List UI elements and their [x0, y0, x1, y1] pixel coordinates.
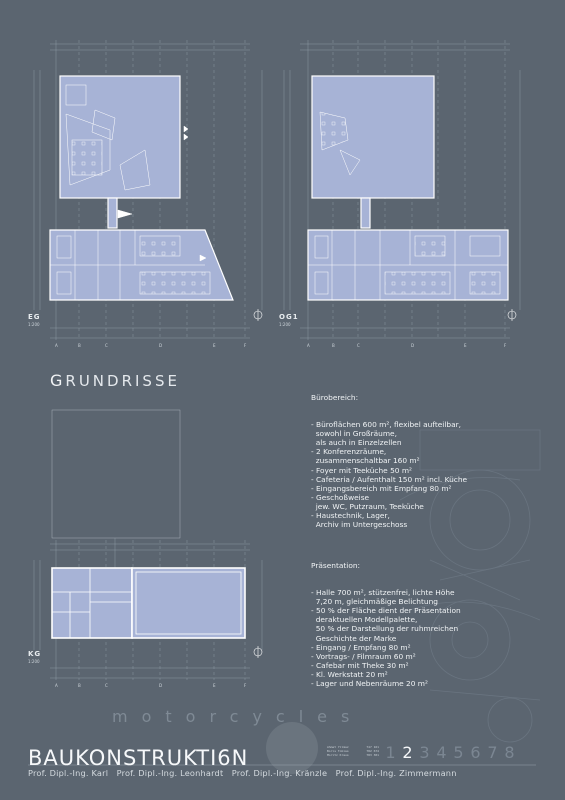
praesentation-item: - Vortrags- / Filmraum 60 m² [311, 651, 416, 661]
sheet-number: 5 [453, 743, 464, 762]
section-title [50, 371, 180, 390]
eg-plan-label: EG [28, 313, 41, 321]
svg-text:C: C [105, 343, 108, 348]
svg-text:F: F [244, 343, 247, 348]
praesentation-info-block [311, 561, 551, 688]
student-name: Boris Tobias [327, 749, 349, 753]
buero-item: sowohl in Großräume, [311, 429, 397, 439]
praesentation-item: - 50 % der Fläche dient der Präsentation [311, 606, 461, 616]
buero-info-block [311, 393, 551, 529]
eg-plan-scale: 1:200 [28, 322, 40, 327]
svg-text:D: D [411, 343, 415, 348]
sheet-number: 3 [419, 743, 430, 762]
praesentation-item: - Lager und Nebenräume 20 m² [311, 679, 428, 689]
svg-text:A: A [55, 683, 58, 688]
svg-text:E: E [464, 343, 467, 348]
buero-item-list [311, 420, 551, 529]
sheet-number: 2 [399, 741, 416, 764]
kg-plan-label: KG [28, 650, 42, 658]
praesentation-item: 7,20 m, gleichmäßige Belichtung [311, 597, 438, 607]
buero-item: Archiv im Untergeschoss [311, 520, 408, 530]
buero-item: - Foyer mit Teeküche 50 m² [311, 465, 412, 475]
svg-text:C: C [357, 343, 360, 348]
praesentation-heading: Präsentation: [311, 561, 361, 570]
buero-item: - Eingangsbereich mit Empfang 80 m² [311, 483, 452, 493]
svg-text:E: E [213, 343, 216, 348]
eg-plan-building [50, 76, 233, 300]
buero-heading: Bürobereich: [311, 393, 359, 402]
praesentation-item: deraktuellen Modellpalette, [311, 615, 418, 625]
svg-text:F: F [244, 683, 247, 688]
buero-item: als auch in Einzelzellen [311, 438, 402, 448]
praesentation-item: - Halle 700 m², stützenfrei, lichte Höhe [311, 588, 455, 598]
svg-text:A: A [55, 343, 58, 348]
praesentation-item: - Cafebar mit Theke 30 m² [311, 660, 409, 670]
praesentation-item: 50 % der Darstellung der ruhmreichen [311, 624, 459, 634]
og1-plan-building [308, 76, 508, 300]
buero-item: - Geschoßweise [311, 492, 370, 502]
sheet-number: 4 [436, 743, 447, 762]
buero-item: jew. WC, Putzraum, Teeküche [311, 501, 424, 511]
student-row [327, 753, 379, 757]
svg-text:E: E [213, 683, 216, 688]
svg-text:F: F [504, 343, 507, 348]
svg-text:B: B [78, 683, 81, 688]
svg-text:D: D [159, 683, 163, 688]
buero-item: - 2 Konferenzräume, [311, 447, 387, 457]
section-title-initial: G [50, 371, 66, 390]
svg-text:D: D [159, 343, 163, 348]
course-title: BAUKONSTRUKTI6N [28, 746, 249, 770]
professor-names: Prof. Dipl.-Ing. Karl Prof. Dipl.-Ing. Leonhardt Prof. Dipl.-Ing. Kränzle Prof. Dipl.-Ing. Zimmermann [28, 768, 457, 778]
praesentation-item: Geschichte der Marke [311, 633, 397, 643]
kg-plan-scale: 1:200 [28, 659, 40, 664]
svg-text:A: A [307, 343, 310, 348]
buero-item: - Cafeteria / Aufenthalt 150 m² incl. Küche [311, 474, 468, 484]
og1-plan-label: OG1 [279, 313, 299, 321]
student-id: 782 674 [366, 749, 379, 753]
sheet-number: 6 [470, 743, 481, 762]
buero-item: - Büroflächen 600 m², flexibel aufteilbar, [311, 420, 461, 430]
praesentation-item: - Kl. Werkstatt 20 m² [311, 669, 388, 679]
sheet-number: 1 [385, 743, 396, 762]
praesentation-item: - Eingang / Empfang 80 m² [311, 642, 411, 652]
student-name: Moritz Kraus [327, 753, 349, 757]
sheet-number: 7 [487, 743, 498, 762]
sheet-number-strip [382, 741, 535, 764]
kg-plan [34, 410, 262, 680]
student-list [327, 745, 379, 764]
svg-text:C: C [105, 683, 108, 688]
student-name: Ahmet Yilmaz [327, 745, 349, 749]
section-title-rest: RUNDRISSE [65, 372, 180, 390]
og1-plan-scale: 1:200 [279, 322, 291, 327]
student-id: 747 161 [366, 745, 379, 749]
buero-item: zusammenschaltbar 160 m² [311, 456, 420, 466]
student-id: 783 301 [366, 753, 379, 757]
sheet-number: 8 [504, 743, 515, 762]
svg-text:B: B [332, 343, 335, 348]
motorcycles-watermark: motorcycles [112, 707, 364, 726]
praesentation-item-list [311, 588, 551, 688]
kg-plan-building [52, 568, 245, 638]
buero-item: - Haustechnik, Lager, [311, 511, 390, 521]
svg-text:B: B [78, 343, 81, 348]
